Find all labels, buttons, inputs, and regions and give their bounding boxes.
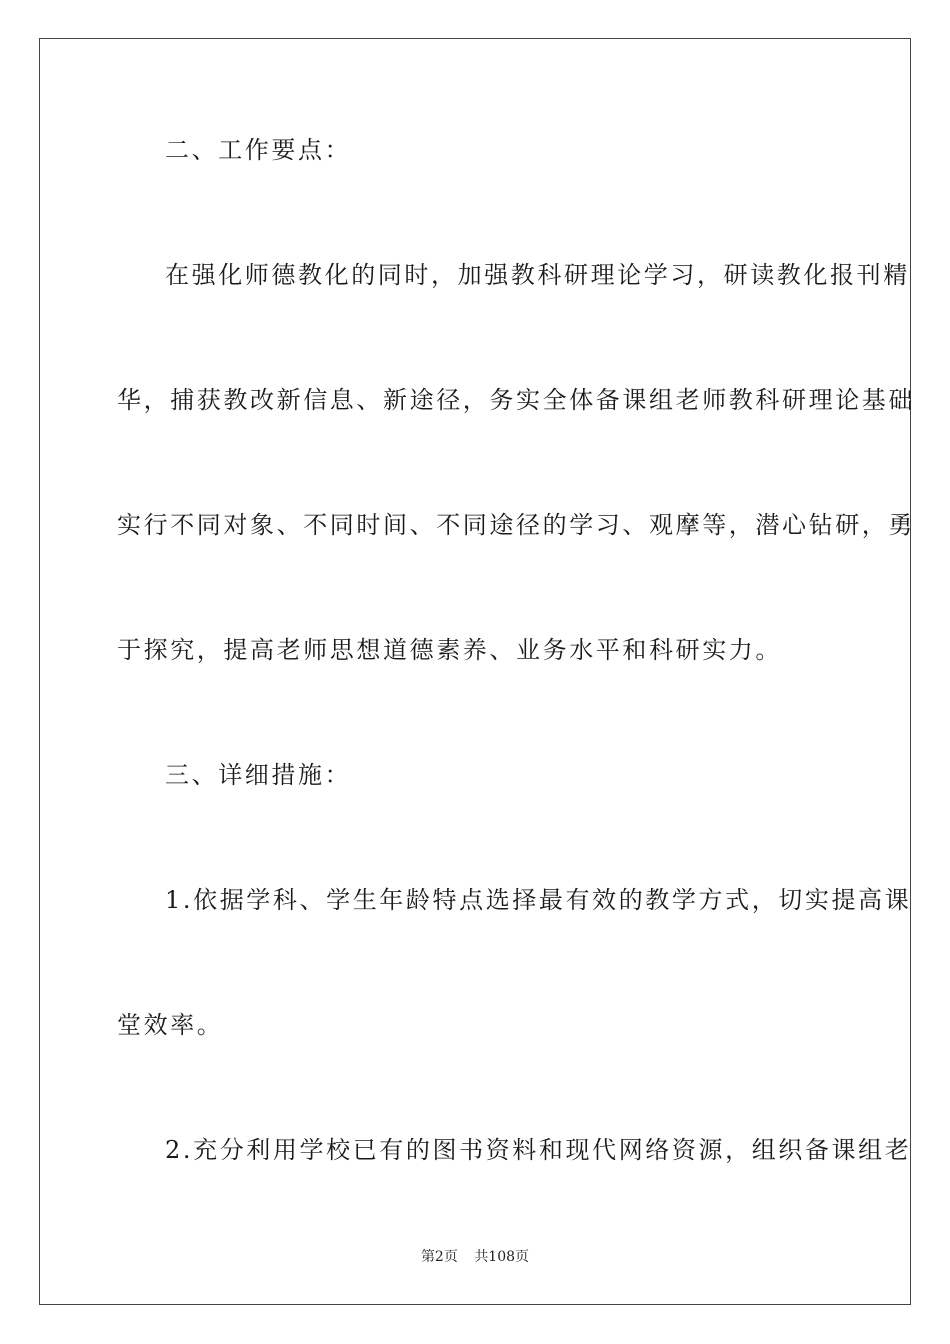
paragraph-line: 堂效率。 bbox=[117, 1011, 224, 1039]
page-number: 第2页 bbox=[420, 1249, 458, 1265]
paragraph-line: 在强化师德教化的同时，加强教科研理论学习，研读教化报刊精 bbox=[165, 261, 910, 289]
paragraph-line: 2.充分利用学校已有的图书资料和现代网络资源，组织备课组老 bbox=[165, 1136, 912, 1164]
paragraph-line: 1.依据学科、学生年龄特点选择最有效的教学方式，切实提高课 bbox=[165, 886, 912, 914]
page-border bbox=[39, 38, 911, 1305]
page-footer bbox=[0, 1247, 950, 1267]
paragraph-line: 实行不同对象、不同时间、不同途径的学习、观摩等，潜心钻研，勇 bbox=[117, 511, 915, 539]
page-total: 共108页 bbox=[474, 1249, 530, 1265]
section-heading-measures: 三、详细措施： bbox=[165, 761, 352, 789]
paragraph-line: 华，捕获教改新信息、新途径，务实全体备课组老师教科研理论基础 bbox=[117, 386, 915, 414]
paragraph-line: 于探究，提高老师思想道德素养、业务水平和科研实力。 bbox=[117, 636, 782, 664]
section-heading-work-points: 二、工作要点： bbox=[165, 136, 352, 164]
